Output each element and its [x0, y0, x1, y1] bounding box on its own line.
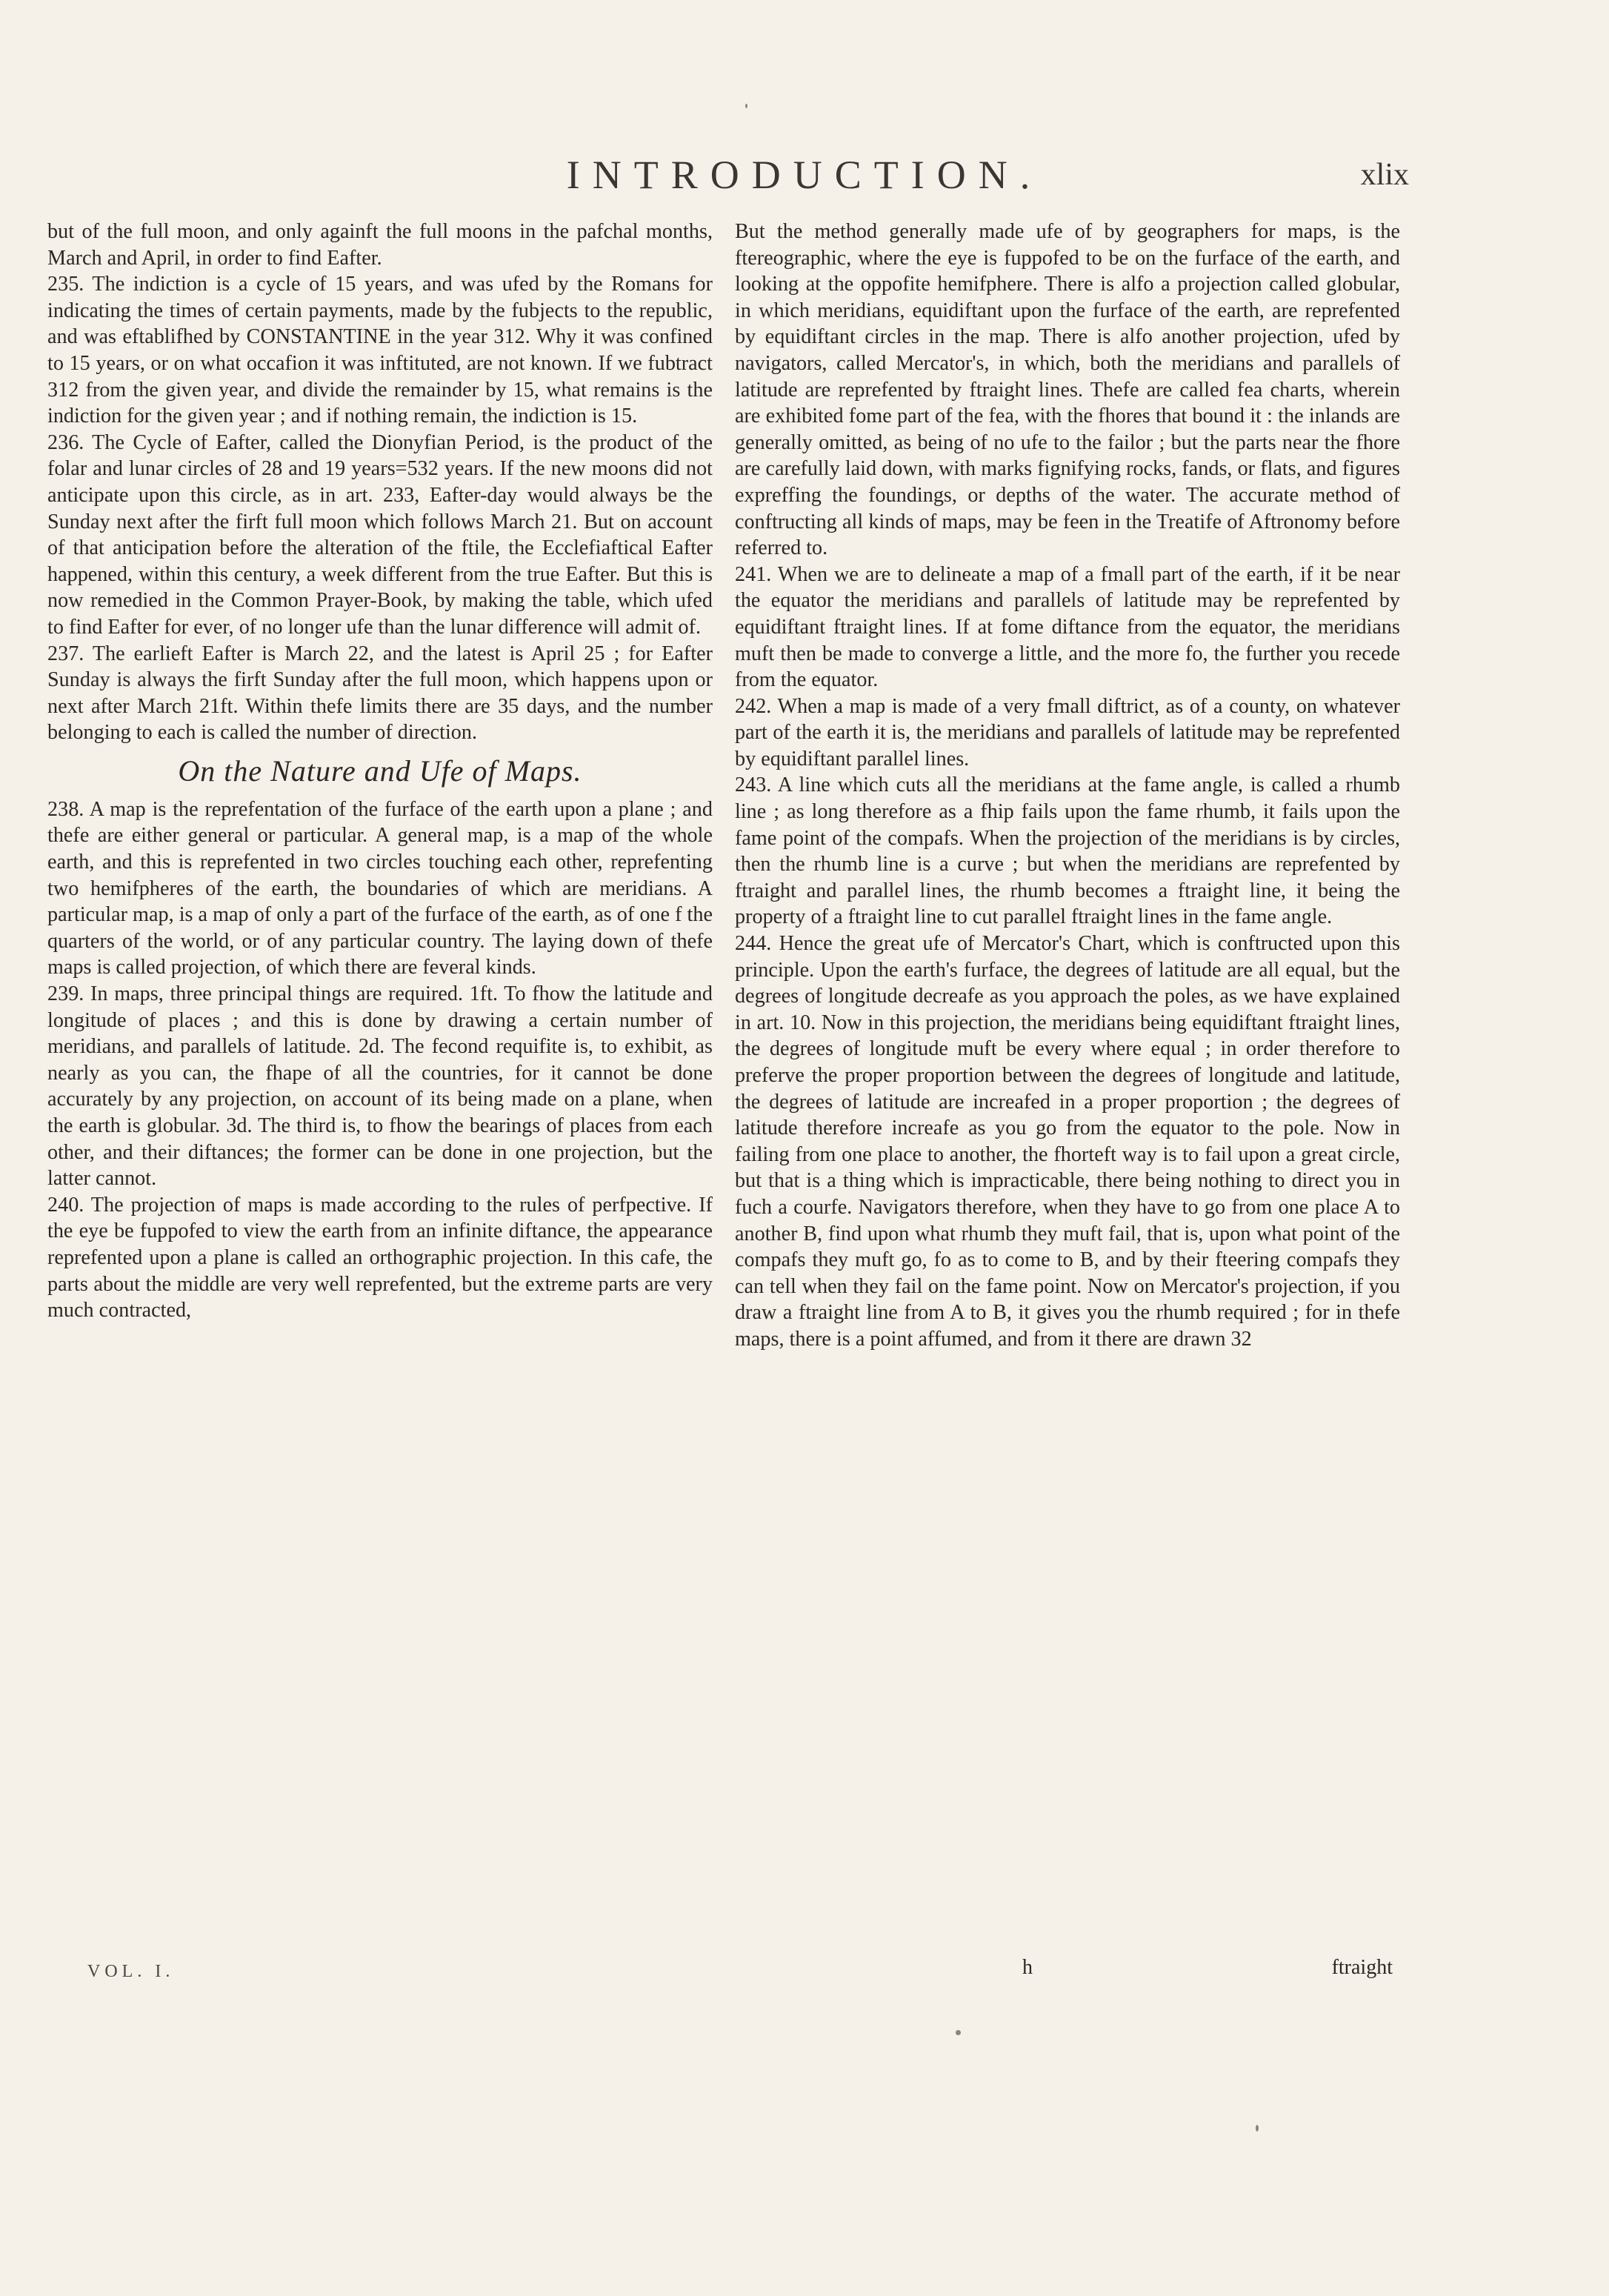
paragraph: 242. When a map is made of a very fmall diftrict, as of a county, on whatever part of the earth it is, the meridians and parallels of latitude may be reprefented by equidiftant parallel lines.: [735, 694, 1400, 771]
paragraph: 235. The indiction is a cycle of 15 years, and was ufed by the Romans for indicating the times of certain payments, made by the fubjects to the republic, and was eftablifhed by CONSTANTINE in the year 312. Why it was confined to 15 years, or on what occafion it was inftituted, are not known. If we fubtract 312 from the given year, and divide the remainder by 15, what remains is the indiction for the given year ; and if nothing remain, the indiction is 15.: [47, 273, 713, 428]
paper-speck: [956, 2030, 961, 2035]
paragraph: 243. A line which cuts all the meridians at the fame angle, is called a rhumb line ; as long therefore as a fhip fails upon the fame rhumb, it fails upon the fame point of the compafs. When the projection of the meridians is by circles, then the rhumb line is a curve ; but when the meridians are reprefented by ftraight and parallel lines, the rhumb becomes a ftraight line, it being the property of a ftraight line to cut parallel ftraight lines in the fame angle.: [735, 773, 1400, 929]
paragraph: 240. The projection of maps is made according to the rules of perfpective. If the eye be fuppofed to view the earth from an infinite diftance, the appearance reprefented upon a plane is called an orthographic projection. In this cafe, the parts about the middle are very well reprefented, but the extreme parts are very much contracted,: [47, 1193, 713, 1322]
paper-speck: [1256, 2125, 1259, 2132]
paragraph: 238. A map is the reprefentation of the furface of the earth upon a plane ; and thefe are either general or particular. A general map, is a map of the whole earth, and this is reprefented in two circles touching each other, reprefenting two hemifpheres of the earth, the boundaries of which are meridians. A particular map, is a map of only a part of the furface of the earth, as of one f the quarters of the world, or of any particular country. The laying down of thefe maps is called projection, of which there are feveral kinds.: [47, 797, 713, 979]
paragraph: but of the full moon, and only againft the full moons in the pafchal months, March and April, in order to find Eafter.: [47, 220, 713, 270]
paragraph: But the method generally made ufe of by geographers for maps, is the ftereographic, where the eye is fuppofed to be on the furface of the earth, and looking at the oppofite hemifphere. There is alfo a projection called globular, in which meridians, equidiftant upon the furface of the earth, are reprefented by equidiftant circles in the map. There is alfo another projection, ufed by navigators, called Mercator's, in which, both the meridians and parallels of latitude are reprefented by ftraight lines. Thefe are called fea charts, wherein are exhibited fome part of the fea, with the fhores that bound it : the inlands are generally omitted, as being of no ufe to the failor ; but the parts near the fhore are carefully laid down, with marks fignifying rocks, fands, or flats, and figures expreffing the foundings, or depths of the water. The accurate method of conftructing all kinds of maps, may be feen in the Treatife of Aftronomy before referred to.: [735, 220, 1400, 560]
right-column: [735, 219, 1400, 1353]
left-column: [47, 219, 713, 1324]
page-number: xlix: [1360, 158, 1409, 192]
section-heading: On the Nature and Ufe of Maps.: [178, 753, 582, 788]
running-head: INTRODUCTION.: [566, 153, 1043, 197]
catchword: ftraight: [1331, 1956, 1393, 1979]
paragraph: 239. In maps, three principal things are required. 1ft. To fhow the latitude and longitude of places ; and this is done by drawing a certain number of meridians, and parallels of latitude. 2d. The fecond requifite is, to exhibit, as nearly as you can, the fhape of all the countries, for it cannot be done accurately by any projection, on account of its being made on a plane, when the earth is globular. 3d. The third is, to fhow the bearings of places from each other, and their diftances; the former can be done in one projection, but the latter cannot.: [47, 982, 713, 1191]
signature-mark: h: [1022, 1956, 1033, 1979]
paragraph: 237. The earlieft Eafter is March 22, and the latest is April 25 ; for Eafter Sunday is always the firft Sunday after the full moon, which happens upon or next after March 21ft. Within thefe limits there are 35 days, and the number belonging to each is called the number of direction.: [47, 642, 713, 745]
paragraph: 241. When we are to delineate a map of a fmall part of the earth, if it be near the equator the meridians and parallels of latitude may be reprefented by equidiftant ftraight lines. If at fome diftance from the equator, the meridians muft then be made to converge a little, and the more fo, the further you recede from the equator.: [735, 562, 1400, 692]
volume-mark: VOL. I.: [87, 1962, 175, 1981]
paragraph: 244. Hence the great ufe of Mercator's Chart, which is conftructed upon this principle. Upon the earth's furface, the degrees of latitude are all equal, but the degrees of longitude decreafe as you approach the poles, as we have explained in art. 10. Now in this projection, the meridians being equidiftant ftraight lines, the degrees of longitude muft be every where equal ; in order therefore to preferve the proper proportion between the degrees of longitude and latitude, the degrees of latitude are increafed in a proper proportion ; the degrees of latitude therefore increafe as you go from the equator to the pole. Now in failing from one place to another, the fhorteft way is to fail upon a great circle, but that is a thing which is impracticable, there being nothing to direct you in fuch a courfe. Navigators therefore, when they have to go from one place A to another B, find upon what rhumb they muft fail, that is, upon what point of the compafs they muft go, fo as to come to B, and by their fteering compafs they can tell when they fail on the fame point. Now on Mercator's projection, if you draw a ftraight line from A to B, it gives you the rhumb required ; for in thefe maps, there is a point affumed, and from it there are drawn 32: [735, 932, 1400, 1351]
paper-speck: [745, 104, 747, 108]
paragraph: 236. The Cycle of Eafter, called the Dionyfian Period, is the product of the folar and lunar circles of 28 and 19 years=532 years. If the new moons did not anticipate upon this circle, as in art. 233, Eafter-day would always be the Sunday next after the firft full moon which follows March 21. But on account of that anticipation before the alteration of the ftile, the Ecclefiaftical Eafter happened, within this century, a week different from the true Eafter. But this is now remedied in the Common Prayer-Book, by making the table, which ufed to find Eafter for ever, of no longer ufe than the lunar difference will admit of.: [47, 430, 713, 639]
